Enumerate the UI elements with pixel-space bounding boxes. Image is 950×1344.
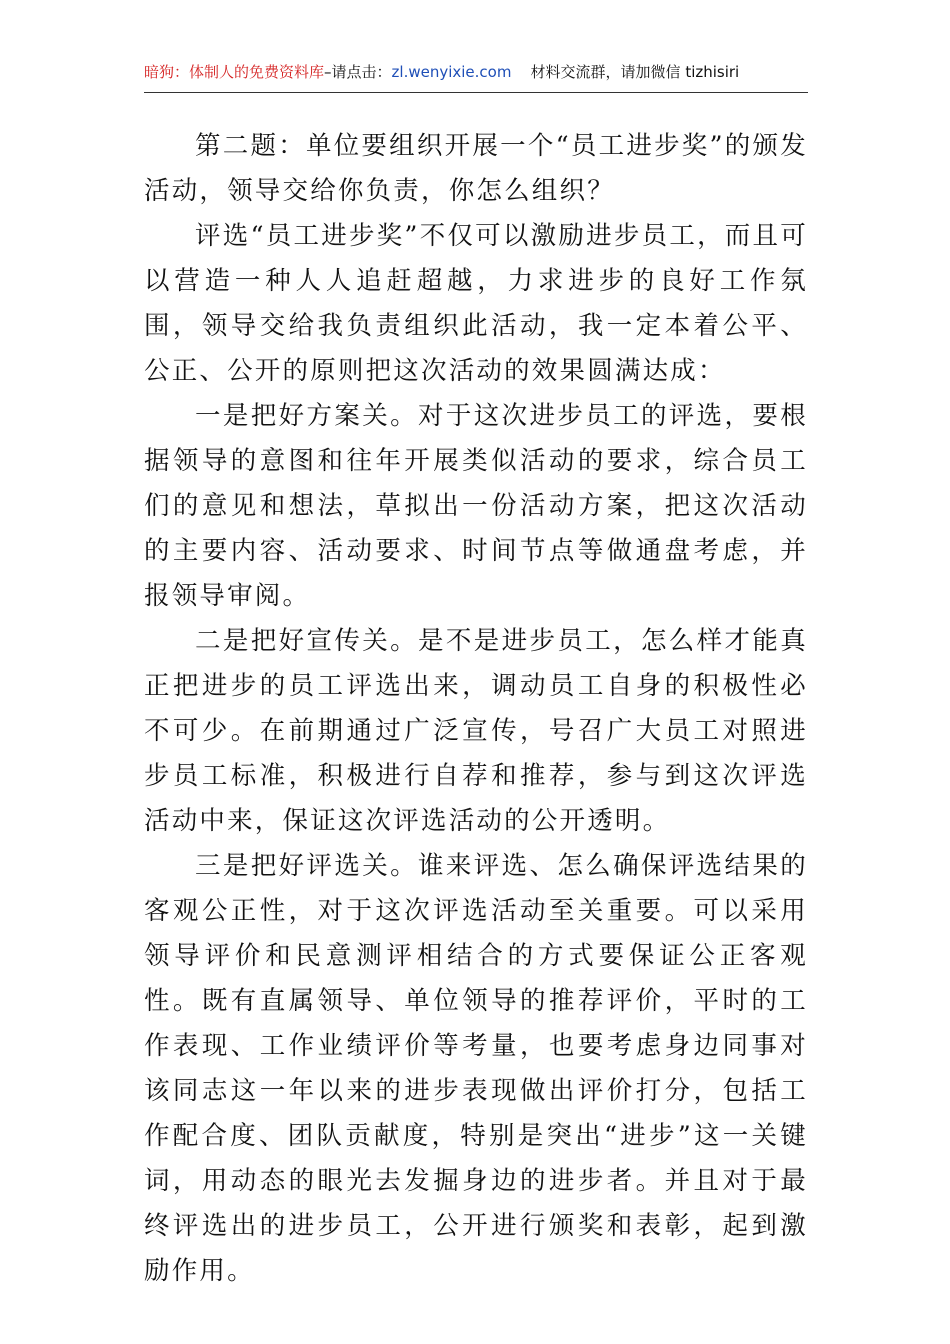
- header-brand: 暗狗：体制人的免费资料库: [144, 63, 325, 81]
- point-one-paragraph: 一是把好方案关。对于这次进步员工的评选，要根据领导的意图和往年开展类似活动的要求，综合员工们的意见和想法，草拟出一份活动方案，把这次活动的主要内容、活动要求、时间节点等做通盘考虑，并报领导审阅。: [144, 401, 808, 611]
- question-paragraph: 第二题：单位要组织开展一个“员工进步奖”的颁发活动，领导交给你负责，你怎么组织？: [144, 131, 808, 206]
- point-three-paragraph: 三是把好评选关。谁来评选、怎么确保评选结果的客观公正性，对于这次评选活动至关重要。可以采用领导评价和民意测评相结合的方式要保证公正客观性。既有直属领导、单位领导的推荐评价，平时的工作表现、工作业绩评价等考量，也要考虑身边同事对该同志这一年以来的进步表现做出评价打分，包括工作配合度、团队贡献度，特别是突出“进步”这一关键词，用动态的眼光去发掘身边的进步者。并且对于最终评选出的进步员工，公开进行颁奖和表彰，起到激励作用。: [144, 851, 808, 1286]
- document-body: [144, 124, 808, 1294]
- page-header: [144, 62, 808, 94]
- header-link[interactable]: zl.wenyixie.com: [391, 63, 512, 81]
- intro-paragraph: 评选“员工进步奖”不仅可以激励进步员工，而且可以营造一种人人追赶超越，力求进步的良好工作氛围，领导交给我负责组织此活动，我一定本着公平、公正、公开的原则把这次活动的效果圆满达成：: [144, 221, 808, 386]
- header-divider: [144, 92, 808, 93]
- point-two-paragraph: 二是把好宣传关。是不是进步员工，怎么样才能真正把进步的员工评选出来，调动员工自身的积极性必不可少。在前期通过广泛宣传，号召广大员工对照进步员工标准，积极进行自荐和推荐，参与到这次评选活动中来，保证这次评选活动的公开透明。: [144, 626, 808, 836]
- header-prompt: –请点击：: [324, 63, 392, 81]
- header-contact: 材料交流群，请加微信 tizhisiri: [530, 63, 740, 81]
